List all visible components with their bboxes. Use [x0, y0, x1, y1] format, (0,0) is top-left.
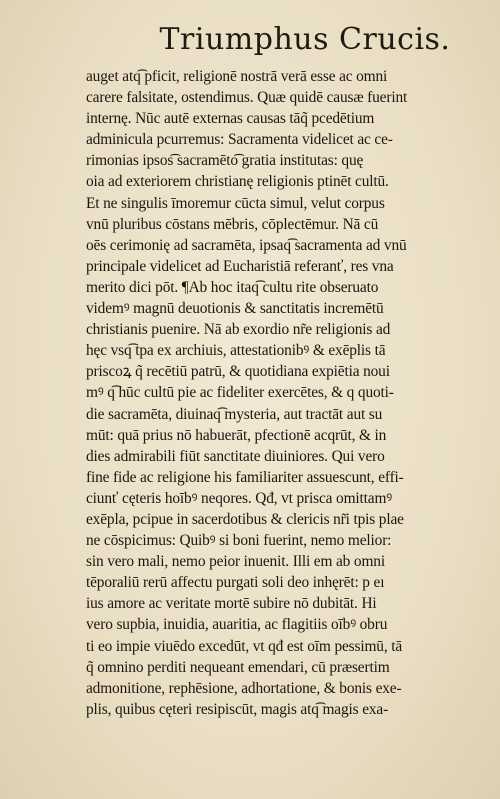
text-line: videmꝰ magnū deuotionis & sanctitatis incremētū — [86, 300, 384, 318]
text-line: vnū pluribus cōstans mēbris, cōplectēmur. Nā cū — [86, 215, 379, 233]
text-line: priscoꝝ q̃ recētiū patrū, & quotidiana expiētia noui — [86, 363, 390, 381]
text-line: admonitione, rephēsione, adhortatione, & bonis exe- — [86, 679, 402, 697]
text-line: ne cōspicimus: Quibꝰ si boni fuerint, nemo melior: — [86, 532, 392, 550]
text-line: oēs cerimonię ad sacramēta, ipsaq͡ sacramenta ad vnū — [86, 236, 407, 254]
text-line: tēporaliū rerū affectu purgati soli deo inhęrēt: p eı — [86, 574, 385, 592]
text-line: ciunť cęteris hoībꝰ neqores. Qđ, vt prisca omittamꝰ — [86, 489, 393, 507]
text-line: die sacramēta, diuinaq͡ mysteria, aut tractāt aut su — [86, 405, 383, 423]
text-line: q̃ omnino perditi nequeant emendari, cū præsertim — [86, 658, 390, 676]
text-line: ti eo impie viuēdo excedūt, vt qđ est oīm pessimū, tā — [86, 637, 403, 655]
text-line: adminicula pcurremus: Sacramenta videlicet ac ce- — [86, 131, 393, 149]
text-line: principale videlicet ad Eucharistiā referanť, res vna — [86, 257, 394, 275]
text-line: hęc vsq͡ tpa ex archiuis, attestationibꝰ & exēplis tā — [86, 342, 386, 360]
text-line: internę. Nūc autē externas causas tāq̃ pcedētium — [86, 110, 375, 128]
text-line: mꝰ q͡ hūc cultū pie ac fideliter exercētes, & q quoti- — [86, 384, 394, 402]
running-head: Triumphus Crucis. — [159, 22, 451, 57]
text-line: ius amore ac veritate mortē subire nō dubitāt. Hi — [86, 595, 377, 613]
text-line: carere falsitate, ostendimus. Quæ quidē causæ fuerint — [86, 89, 408, 107]
text-line: exēpla, pcipue in sacerdotibus & clericis nr̃i tpis plae — [86, 510, 404, 528]
text-line: rimonias ipsos͡ sacramēto͡ gratia institutas: quę — [86, 152, 364, 170]
text-line: merito dici pōt. ¶Ab hoc itaq͡ cultu rite obseruato — [86, 278, 379, 296]
text-line: auget atq͡ pficit, religionē nostrā verā esse ac omni — [86, 68, 388, 85]
text-line: oia ad exteriorem christianę religionis ptinēt cultū. — [86, 173, 389, 191]
text-line: vero supbia, inuidia, auaritia, ac flagitiis oībꝰ obru — [86, 616, 388, 634]
text-line: mūt: quā prius nō habuerāt, pfectionē acqrūt, & in — [86, 426, 387, 444]
text-line: christianis puenire. Nā ab exordio nr̃e religionis ad — [86, 321, 391, 339]
text-line: plis, quibus cęteri resipiscūt, magis atq͡ magis exa- — [86, 700, 389, 718]
text-line: Et ne singulis īmoremur cūcta simul, velut corpus — [86, 194, 385, 212]
text-line: dies admirabili fiūt sanctitate diuiniores. Qui vero — [86, 447, 385, 465]
text-line: fine fide ac religione his familiariter assuescunt, effi- — [86, 468, 404, 486]
body-text — [86, 66, 480, 720]
text-line: sin vero mali, nemo peior inuenit. Illi em ab omni — [86, 553, 385, 571]
